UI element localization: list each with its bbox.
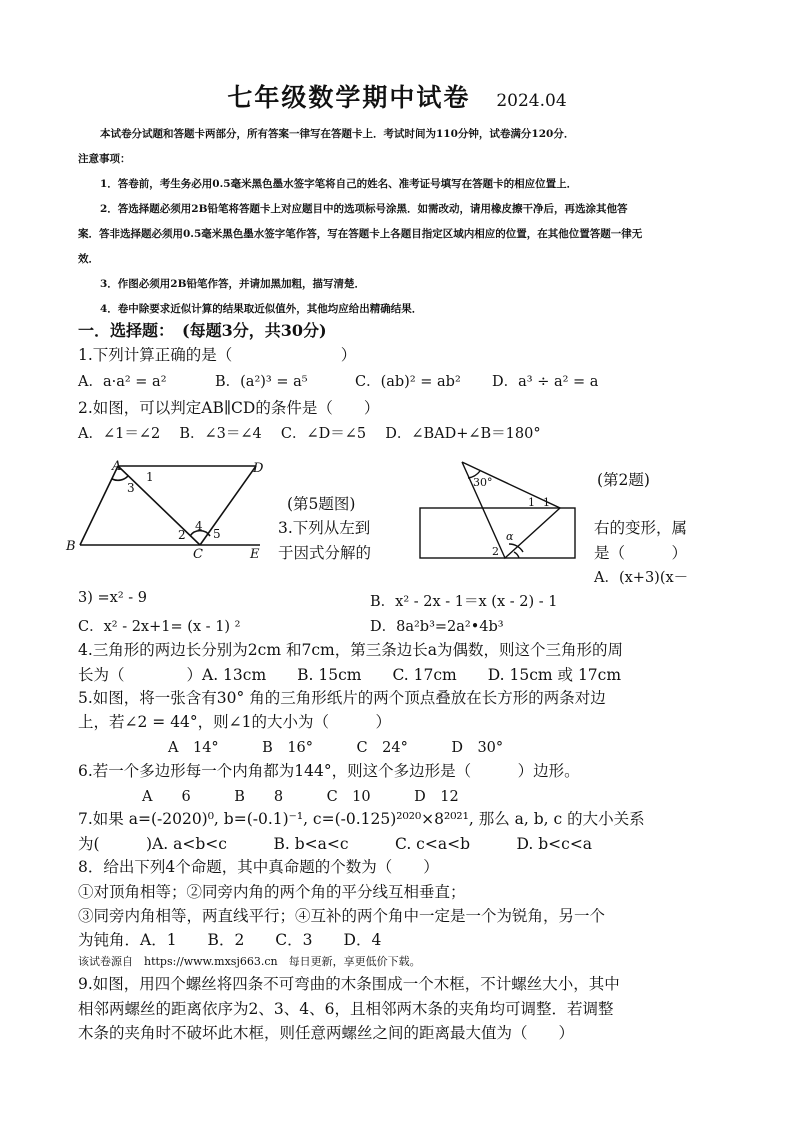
label-angle-4: 4 xyxy=(195,519,203,533)
q5-options: A 14° B 16° C 24° D 30° xyxy=(168,740,504,756)
q2-options: A．∠1＝∠2 B．∠3＝∠4 C．∠D＝∠5 D．∠BAD+∠B＝180° xyxy=(78,426,541,442)
label-d: D xyxy=(253,461,264,476)
q1-option-a: A．a·a² = a² xyxy=(78,374,167,390)
note-4: 4．卷中除要求近似计算的结果取近似值外，其他均应给出精确结果． xyxy=(100,303,423,315)
q1-option-d: D．a³ ÷ a² = a xyxy=(492,374,599,390)
label-angle-2: 2 xyxy=(178,528,186,542)
q8-line1: 8．给出下列4个命题，其中真命题的个数为（ ） xyxy=(78,858,439,876)
title-text: 七年级数学期中试卷 xyxy=(227,83,471,112)
q5-line2: 上，若∠2 = 44°，则∠1的大小为（ ） xyxy=(78,713,392,731)
label-angle-3: 3 xyxy=(127,481,135,495)
q3-option-c: C．x² - 2x+1= (x - 1) ² xyxy=(78,619,241,635)
q7-line1: 7.如果 a=(-2020)⁰, b=(-0.1)⁻¹, c=(-0.125)²⁰²⁰×8²⁰²¹, 那么 a, b, c 的大小关系 xyxy=(78,810,645,828)
section-heading: 一．选择题： (每题3分，共30分) xyxy=(78,321,327,340)
q4-line2: 长为（ ）A. 13cm B. 15cm C. 17cm D. 15cm 或 17cm xyxy=(78,666,622,684)
line-ac xyxy=(118,466,200,545)
label-a: A xyxy=(112,459,122,474)
q5-line1: 5.如图，将一张含有30° 角的三角形纸片的两个顶点叠放在长方形的两条对边 xyxy=(78,689,606,707)
label-b: B xyxy=(66,539,76,554)
source-note: 该试卷源自 https://www.mxsj663.cn 每日更新，享更低价下载。 xyxy=(78,955,421,968)
figure-q5 xyxy=(420,462,575,558)
q8-line4: 为钝角．A．1 B．2 C．3 D．4 xyxy=(78,931,382,949)
q3-option-d: D．8a²b³=2a²•4b³ xyxy=(370,619,504,635)
note-2-cont: 案．答非选择题必须用0.5毫米黑色墨水签字笔作答，写在答题卡上各题目指定区域内相应的位置，在其他位置答题一律无 xyxy=(78,228,643,240)
exam-date: 2024.04 xyxy=(496,91,567,111)
q3-stem-l2-right: 是（ ） xyxy=(594,544,688,562)
label-angle-1b: 1 xyxy=(543,496,550,509)
angle-arc-a xyxy=(112,476,128,480)
label-angle-5: 5 xyxy=(213,527,221,541)
label-c: C xyxy=(193,547,203,562)
intro-text: 本试卷分试题和答题卡两部分，所有答案一律写在答题卡上．考试时间为110分钟，试卷满分120分． xyxy=(100,128,575,140)
q6-line1: 6.若一个多边形每一个内角都为144°，则这个多边形是（ ）边形。 xyxy=(78,762,580,780)
label-alpha: α xyxy=(506,530,514,543)
q3-option-b: B．x² - 2x - 1＝x (x - 2) - 1 xyxy=(370,594,558,610)
q3-option-a-start: A．(x+3)(x－ xyxy=(594,570,689,586)
q4-line1: 4.三角形的两边长分别为2cm 和7cm，第三条边长a为偶数，则这个三角形的周 xyxy=(78,641,623,659)
q8-line2: ①对顶角相等；②同旁内角的两个角的平分线互相垂直； xyxy=(78,883,466,901)
label-30: 30° xyxy=(473,476,493,489)
q7-line2: 为( )A. a<b<c B. b<a<c C. c<a<b D. b<c<a xyxy=(78,835,593,853)
q1-option-b: B．(a²)³ = a⁵ xyxy=(215,374,308,390)
q1-option-c: C．(ab)² = ab² xyxy=(355,374,461,390)
label-angle-1: 1 xyxy=(528,496,535,509)
q2-stem: 2.如图，可以判定AB∥CD的条件是（ ） xyxy=(78,399,380,417)
notes-title: 注意事项： xyxy=(78,153,131,165)
label-angle-1: 1 xyxy=(146,470,154,484)
q8-line3: ③同旁内角相等，两直线平行；④互补的两个角中一定是一个为锐角，另一个 xyxy=(78,907,606,925)
note-3: 3．作图必须用2B铅笔作答，并请加黑加粗，描写清楚． xyxy=(100,278,365,290)
note-2: 2．答选择题必须用2B铅笔将答题卡上对应题目中的选项标号涂黑．如需改动，请用橡皮擦干净后，再选涂其他答 xyxy=(100,203,628,215)
q3-stem-l2: 于因式分解的 xyxy=(278,544,372,562)
q1-stem: 1.下列计算正确的是（ ） xyxy=(78,346,357,364)
q9-line2: 相邻两螺丝的距离依序为2、3、4、6，且相邻两木条的夹角均可调整．若调整 xyxy=(78,1000,614,1018)
label-e: E xyxy=(250,547,260,562)
caption-q5: (第5题图) xyxy=(287,495,356,513)
note-1: 1．答卷前，考生务必用0.5毫米黑色墨水签字笔将自己的姓名、准考证号填写在答题卡的相应位置上． xyxy=(100,178,578,190)
q9-line3: 木条的夹角时不破坏此木框，则任意两螺丝之间的距离最大值为（ ） xyxy=(78,1024,575,1042)
q6-options: A 6 B 8 C 10 D 12 xyxy=(142,789,459,805)
line-ab xyxy=(80,466,118,545)
q3-option-a-end: 3) =x² - 9 xyxy=(78,590,147,606)
q3-stem-l1-right: 右的变形，属 xyxy=(594,519,688,537)
q9-line1: 9.如图，用四个螺丝将四条不可弯曲的木条围成一个木框，不计螺丝大小，其中 xyxy=(78,975,620,993)
note-2-end: 效． xyxy=(78,253,99,265)
label-angle-2: 2 xyxy=(492,545,499,558)
caption-q2: (第2题) xyxy=(597,471,650,489)
angle-arc-2 xyxy=(514,552,519,558)
q3-stem-l1: 3.下列从左到 xyxy=(278,519,371,537)
